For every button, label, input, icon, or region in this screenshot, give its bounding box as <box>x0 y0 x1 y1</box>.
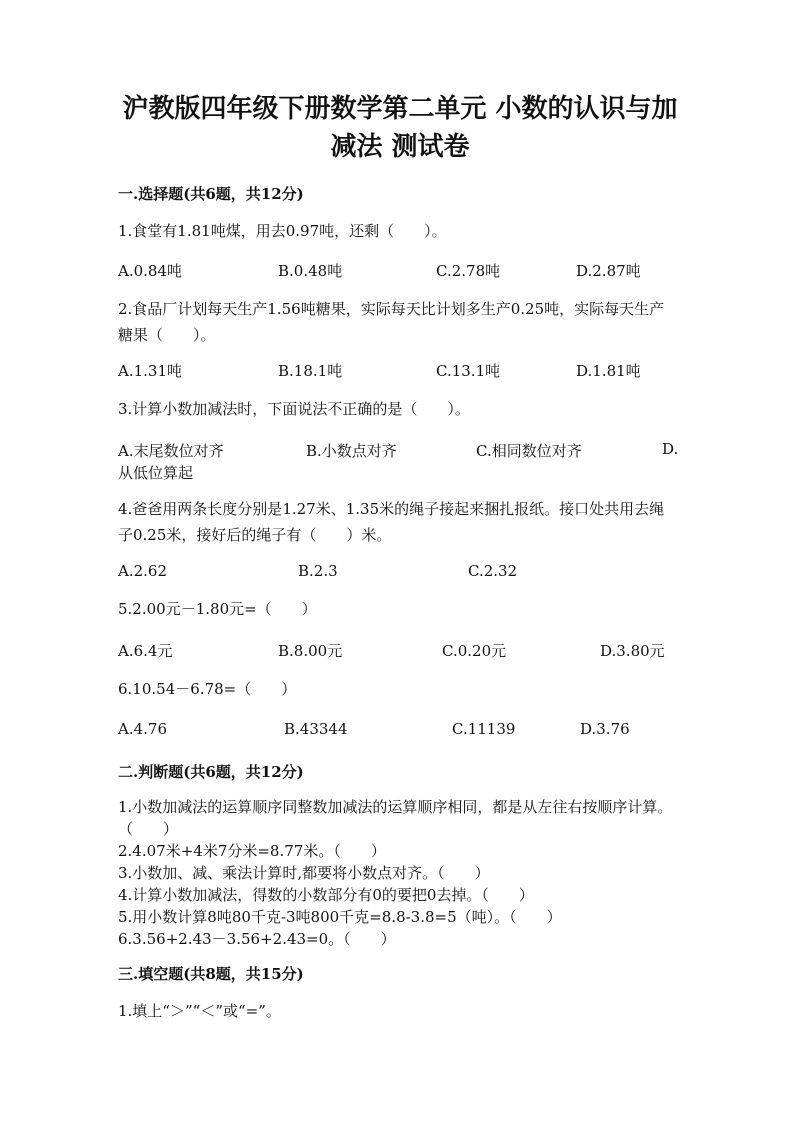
question-5-option-d: D.3.80元 <box>600 642 665 660</box>
question-6-option-b: B.43344 <box>284 720 348 738</box>
page-title: 沪教版四年级下册数学第二单元 小数的认识与加减法 测试卷 <box>122 94 678 162</box>
question-6-stem: 6.10.54－6.78=（ ） <box>118 680 297 698</box>
question-5-option-c: C.0.20元 <box>442 642 507 660</box>
question-3-option-d-text: 从低位算起 <box>118 464 194 482</box>
question-2-option-b: B.18.1吨 <box>278 362 343 380</box>
judgment-item-3: 3.小数加、减、乘法计算时,都要将小数点对齐。（ ） <box>118 864 490 882</box>
question-2-option-d: D.1.81吨 <box>576 362 641 380</box>
question-1-option-c: C.2.78吨 <box>436 262 501 280</box>
question-3-stem: 3.计算小数加减法时，下面说法不正确的是（ ）。 <box>118 400 470 418</box>
question-5-stem: 5.2.00元－1.80元=（ ） <box>118 600 317 618</box>
question-4-option-a: A.2.62 <box>118 562 167 580</box>
judgment-item-6: 6.3.56+2.43－3.56+2.43=0。（ ） <box>118 930 396 948</box>
question-4-option-b: B.2.3 <box>298 562 338 580</box>
question-6-option-d: D.3.76 <box>580 720 630 738</box>
judgment-item-2: 2.4.07米+4米7分米=8.77米。（ ） <box>118 842 386 860</box>
question-1-option-b: B.0.48吨 <box>278 262 343 280</box>
question-4-stem: 4.爸爸用两条长度分别是1.27米、1.35米的绳子接起来捆扎报纸。接口处共用去绳子0.25米，接好后的绳子有（ ）米。 <box>118 500 665 544</box>
question-5-option-a: A.6.4元 <box>118 642 173 660</box>
question-3-option-d: D. <box>662 440 679 458</box>
question-2-stem: 2.食品厂计划每天生产1.56吨糖果，实际每天比计划多生产0.25吨，实际每天生产糖果（ ）。 <box>118 300 665 344</box>
question-2-option-c: C.13.1吨 <box>436 362 501 380</box>
question-3-option-c: C.相同数位对齐 <box>476 442 582 460</box>
question-2-option-a: A.1.31吨 <box>118 362 182 380</box>
question-1-option-d: D.2.87吨 <box>576 262 641 280</box>
question-4-option-c: C.2.32 <box>468 562 518 580</box>
judgment-item-4: 4.计算小数加减法，得数的小数部分有0的要把0去掉。（ ） <box>118 886 534 904</box>
section-heading-judgment: 二.判断题(共6题，共12分) <box>118 763 304 781</box>
section-heading-fill-in: 三.填空题(共8题，共15分) <box>118 965 304 983</box>
question-5-option-b: B.8.00元 <box>278 642 343 660</box>
question-3-option-a: A.末尾数位对齐 <box>118 442 224 460</box>
judgment-item-5: 5.用小数计算8吨80千克-3吨800千克=8.8-3.8=5（吨）。（ ） <box>118 908 562 926</box>
section-heading-choice: 一.选择题(共6题，共12分) <box>118 185 304 203</box>
question-6-option-a: A.4.76 <box>118 720 167 738</box>
question-1-stem: 1.食堂有1.81吨煤，用去0.97吨，还剩（ ）。 <box>118 222 447 240</box>
judgment-item-1: 1.小数加减法的运算顺序同整数加减法的运算顺序相同，都是从左往右按顺序计算。（ ） <box>118 798 673 838</box>
question-3-option-b: B.小数点对齐 <box>306 442 397 460</box>
fill-in-item-1: 1.填上“＞”“＜”或“=”。 <box>118 1002 281 1020</box>
question-1-option-a: A.0.84吨 <box>118 262 182 280</box>
question-6-option-c: C.11139 <box>452 720 516 738</box>
